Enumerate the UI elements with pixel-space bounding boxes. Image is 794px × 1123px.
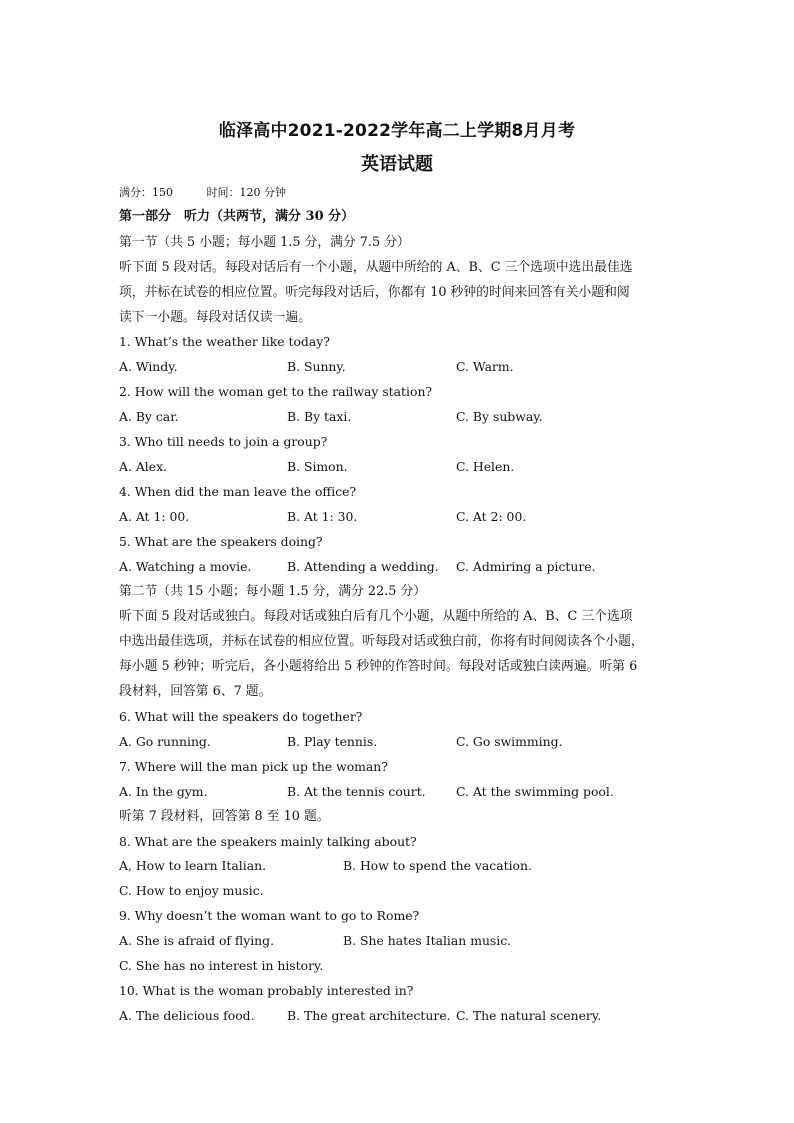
part1-heading: 第一部分 听力（共两节，满分 30 分） — [119, 209, 355, 224]
section2-instruction-line: 段材料，回答第 6、7 题。 — [119, 684, 272, 699]
option-a: A. She is afraid of flying. — [119, 933, 275, 948]
option-c: C. Admiring a picture. — [456, 559, 596, 574]
option-a: A. Windy. — [119, 359, 178, 374]
time-info: 时间：120 分钟 — [206, 186, 286, 199]
option-c: C. Go swimming. — [456, 734, 563, 749]
option-a: A, How to learn Italian. — [119, 858, 267, 873]
option-c: C. Helen. — [456, 459, 515, 474]
question-text: 2. How will the woman get to the railway station? — [119, 384, 433, 399]
option-b: B. Simon. — [287, 459, 348, 474]
section2-instruction-line: 听下面 5 段对话或独白。每段对话或独白后有几个小题，从题中所给的 A、B、C 三个选项 — [119, 609, 633, 624]
section2-instruction-line: 中选出最佳选项，并标在试卷的相应位置。听每段对话或独白前，你将有时间阅读各个小题， — [119, 634, 644, 649]
question-text: 8. What are the speakers mainly talking about? — [119, 834, 417, 849]
question-text: 5. What are the speakers doing? — [119, 534, 323, 549]
section2-heading: 第二节（共 15 小题；每小题 1.5 分，满分 22.5 分） — [119, 584, 427, 599]
section1-instruction-line: 读下一小题。每段对话仅读一遍。 — [119, 310, 311, 325]
option-c: C. At the swimming pool. — [456, 784, 614, 799]
option-c: C. Warm. — [456, 359, 514, 374]
question-text: 7. Where will the man pick up the woman? — [119, 759, 388, 774]
exam-subtitle: 英语试题 — [361, 154, 433, 175]
option-a: A. Go running. — [119, 734, 211, 749]
question-text: 1. What’s the weather like today? — [119, 334, 330, 349]
material-note: 听第 7 段材料，回答第 8 至 10 题。 — [119, 809, 330, 824]
exam-title: 临泽高中2021-2022学年高二上学期8月月考 — [218, 121, 576, 141]
option-c: C. At 2: 00. — [456, 509, 527, 524]
option-b: B. By taxi. — [287, 409, 352, 424]
option-b: B. Sunny. — [287, 359, 346, 374]
question-text: 10. What is the woman probably interested in? — [119, 983, 414, 998]
option-b: B. The great architecture. — [287, 1008, 451, 1023]
option-c: C. How to enjoy music. — [119, 883, 264, 898]
option-c: C. By subway. — [456, 409, 543, 424]
question-text: 9. Why doesn’t the woman want to go to Rome? — [119, 908, 420, 923]
option-a: A. The delicious food. — [119, 1008, 255, 1023]
question-text: 3. Who till needs to join a group? — [119, 434, 328, 449]
option-a: A. In the gym. — [119, 784, 208, 799]
question-text: 6. What will the speakers do together? — [119, 709, 363, 724]
option-b: B. At the tennis court. — [287, 784, 426, 799]
option-a: A. Alex. — [119, 459, 167, 474]
option-b: B. Attending a wedding. — [287, 559, 439, 574]
section1-heading: 第一节（共 5 小题；每小题 1.5 分，满分 7.5 分） — [119, 235, 410, 250]
option-b: B. Play tennis. — [287, 734, 378, 749]
score-info: 满分：150 — [119, 186, 173, 199]
option-b: B. At 1: 30. — [287, 509, 358, 524]
section2-instruction-line: 每小题 5 秒钟；听完后，各小题将给出 5 秒钟的作答时间。每段对话或独白读两遍。听第 6 — [119, 659, 638, 674]
exam-meta — [119, 184, 679, 202]
option-a: A. At 1: 00. — [119, 509, 190, 524]
question-text: 4. When did the man leave the office? — [119, 484, 357, 499]
option-b: B. How to spend the vacation. — [343, 858, 532, 873]
section1-instruction-line: 项，并标在试卷的相应位置。听完每段对话后，你都有 10 秒钟的时间来回答有关小题和阅 — [119, 285, 630, 300]
option-c: C. The natural scenery. — [456, 1008, 602, 1023]
option-b: B. She hates Italian music. — [343, 933, 512, 948]
section1-instruction-line: 听下面 5 段对话。每段对话后有一个小题，从题中所给的 A、B、C 三个选项中选出最佳选 — [119, 260, 633, 275]
option-c: C. She has no interest in history. — [119, 958, 324, 973]
option-a: A. Watching a movie. — [119, 559, 252, 574]
option-a: A. By car. — [119, 409, 179, 424]
